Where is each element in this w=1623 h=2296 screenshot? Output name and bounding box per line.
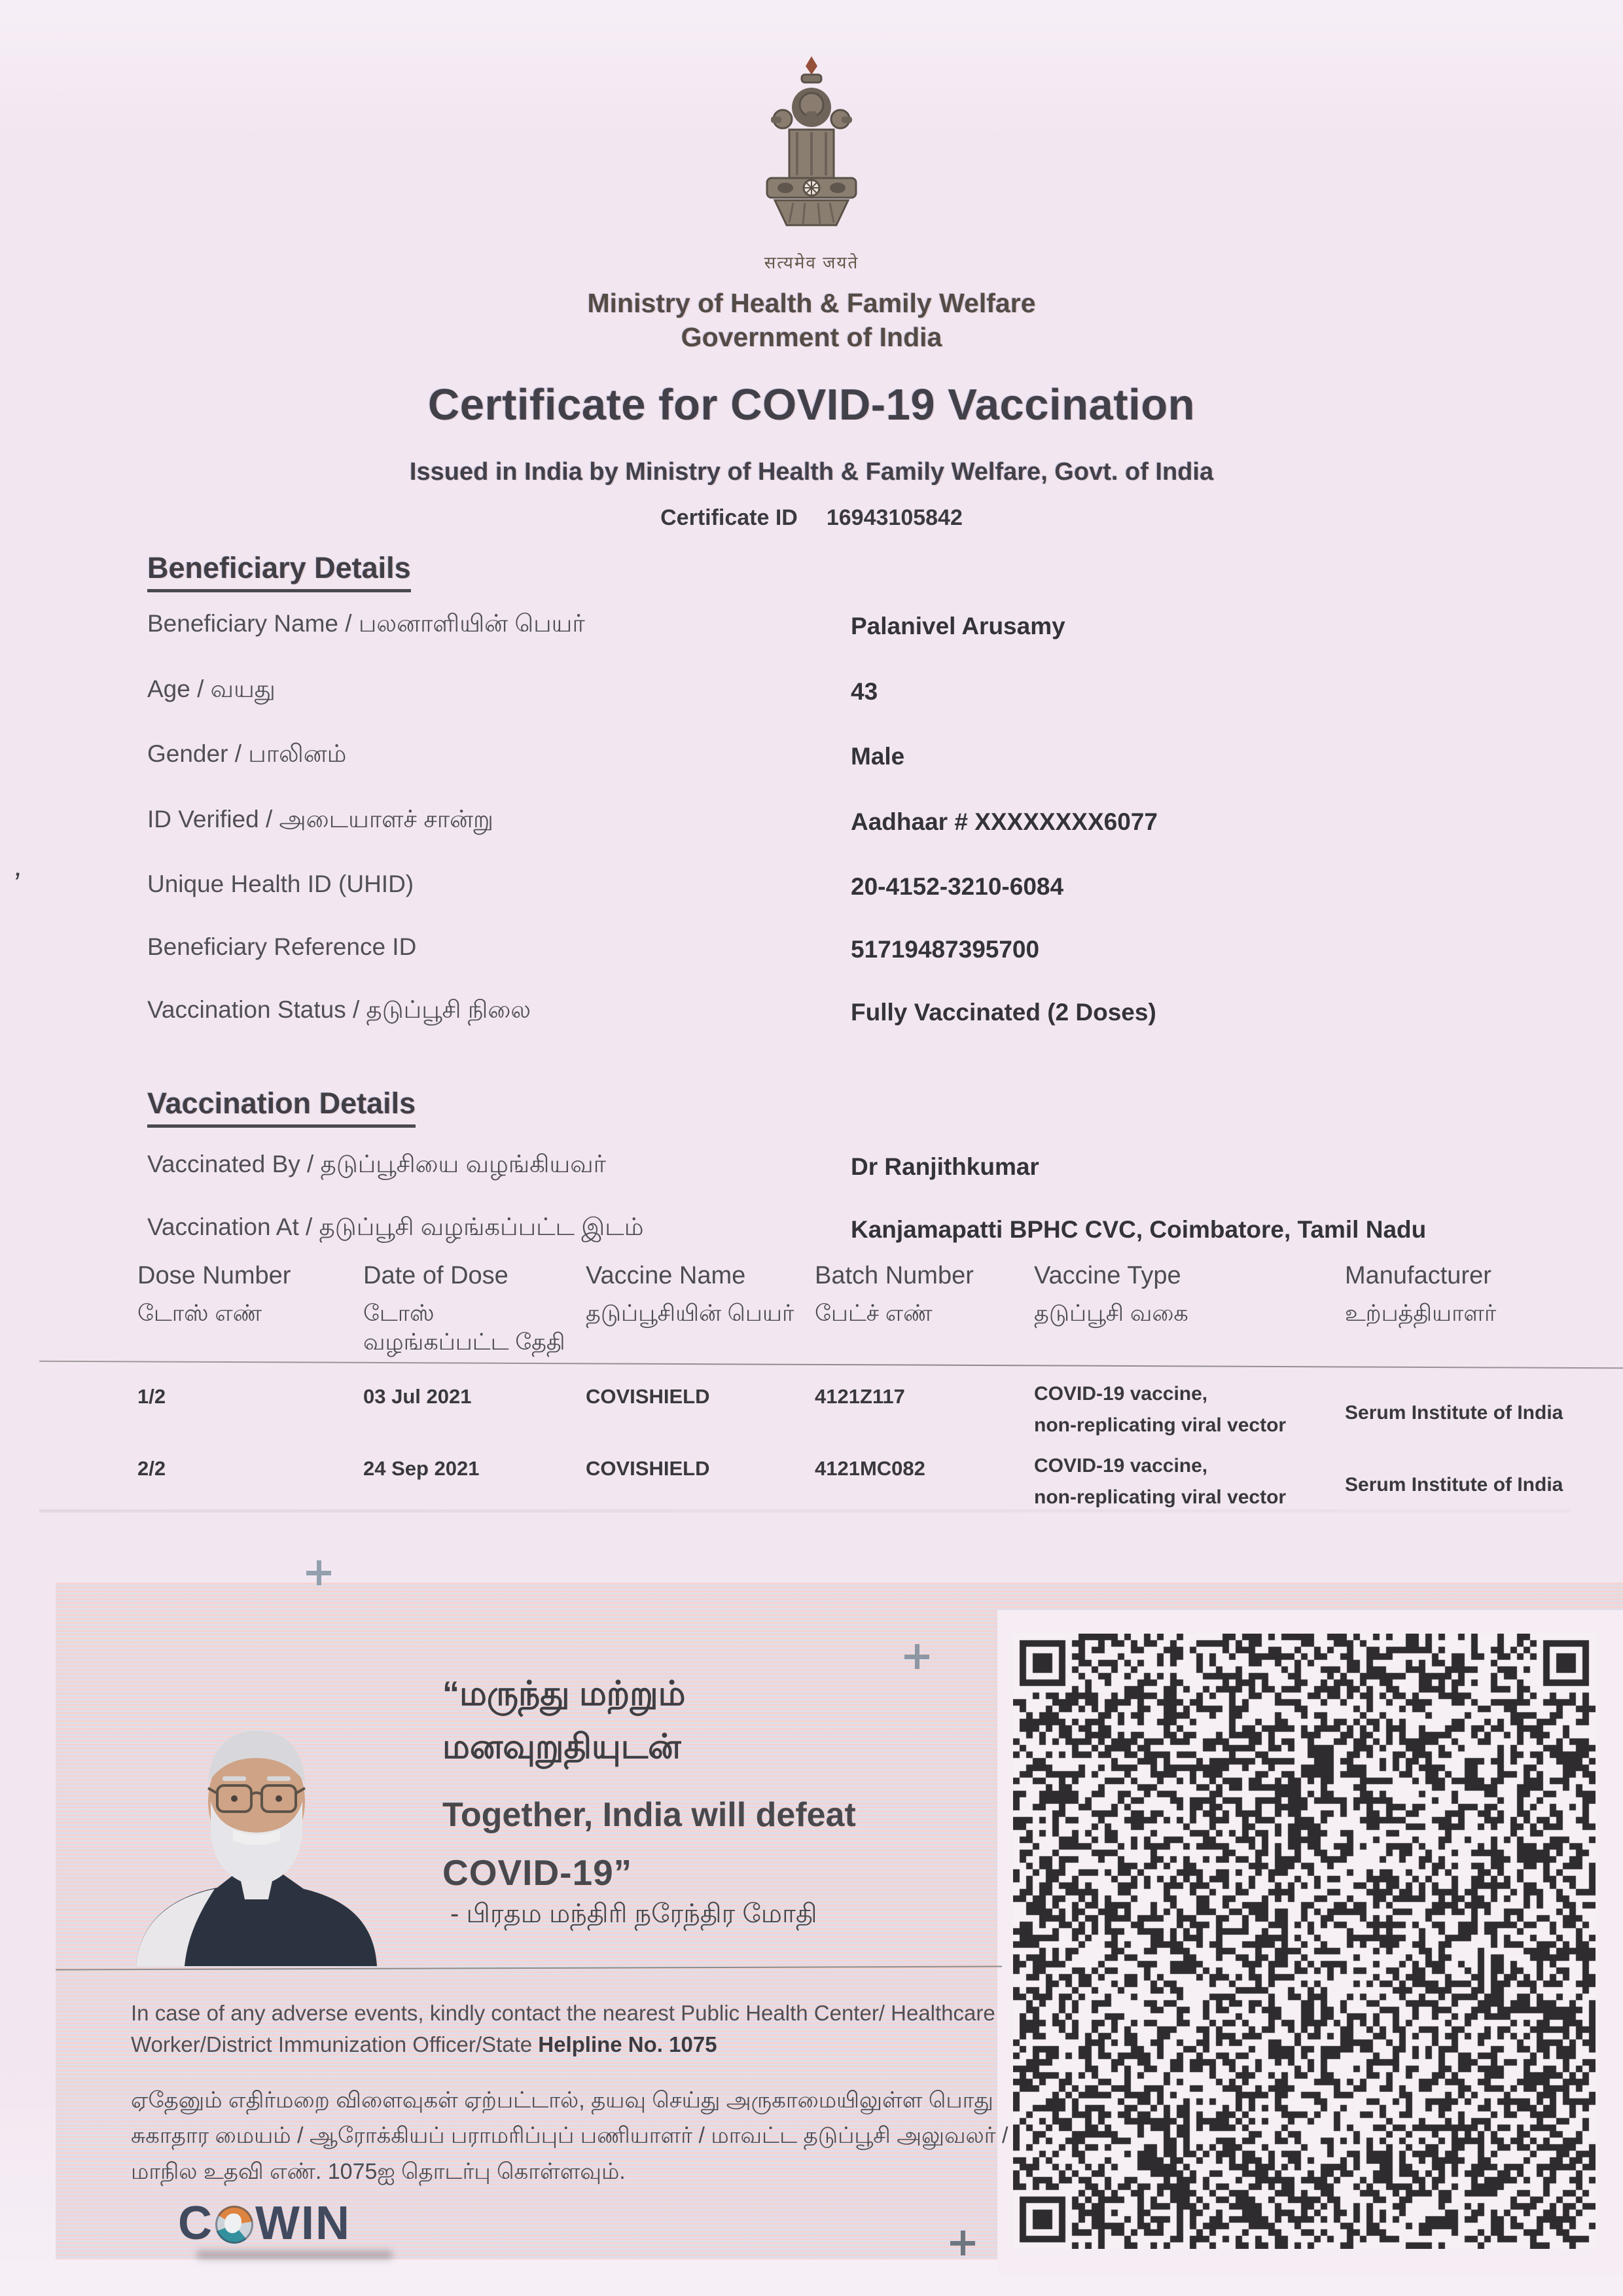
field-label: Unique Health ID (UHID) [147, 870, 414, 897]
helpline-text-english [131, 1998, 1008, 2060]
certificate-id-row [0, 505, 1623, 531]
vaccine-type [1034, 1450, 1345, 1513]
vaccine-name: COVISHIELD [586, 1457, 710, 1480]
dose-number: 1/2 [137, 1385, 166, 1408]
helpline-number: Helpline No. 1075 [538, 2032, 717, 2056]
column-header-tamil: பேட்ச் எண் [815, 1300, 933, 1326]
beneficiary-row [147, 870, 1584, 935]
qr-code [1013, 1634, 1596, 2249]
quote-tamil-line1: “மருந்து மற்றும் [442, 1675, 686, 1713]
vaccine-type-line1: COVID-19 vaccine, [1034, 1455, 1208, 1477]
india-national-emblem-icon [730, 54, 893, 250]
scan-streak [39, 1509, 1571, 1513]
field-label: ID Verified / அடையாளச் சான்று [147, 806, 493, 833]
vaccine-type-line2: non-replicating viral vector [1034, 1414, 1287, 1436]
field-value: 51719487395700 [851, 936, 1040, 963]
column-header-tamil: தடுப்பூசி வகை [1034, 1300, 1188, 1326]
certificate-subtitle: Issued in India by Ministry of Health & Family Welfare, Govt. of India [409, 458, 1214, 486]
column-header: Vaccine Name [586, 1262, 746, 1289]
column-header-tamil: உற்பத்தியாளர் [1345, 1300, 1497, 1326]
field-label: Vaccination At / தடுப்பூசி வழங்கப்பட்ட இடம் [147, 1213, 644, 1240]
field-label: Beneficiary Reference ID [147, 933, 417, 960]
field-value: 43 [851, 678, 878, 705]
cowin-letter-c: C [178, 2197, 213, 2250]
helpline-text: In case of any adverse events, kindly contact the nearest Public Health Center/ Healthcare Worker/District Immunization Officer/State [131, 2001, 995, 2056]
registration-mark [950, 2231, 975, 2255]
batch-number: 4121Z117 [815, 1385, 905, 1408]
field-value: Aadhaar # XXXXXXXX6077 [851, 808, 1158, 835]
field-label: Vaccination Status / தடுப்பூசி நிலை [147, 996, 531, 1023]
dose-number: 2/2 [137, 1457, 166, 1480]
ministry-line1: Ministry of Health & Family Welfare [587, 288, 1036, 318]
quote-english-line1: Together, India will defeat [442, 1796, 856, 1835]
column-header: Dose Number [137, 1262, 291, 1289]
registration-mark [306, 1560, 331, 1585]
beneficiary-row [147, 806, 1584, 870]
vaccination-details-heading: Vaccination Details [147, 1086, 416, 1128]
quote-english-line2: COVID-19” [442, 1852, 633, 1893]
emblem-flame [806, 56, 817, 75]
dose-date: 24 Sep 2021 [363, 1457, 480, 1480]
field-label: Beneficiary Name / பலனாளியின் பெயர் [147, 610, 585, 637]
field-label: Age / வயது [147, 675, 276, 702]
dose-table-header [137, 1262, 1607, 1357]
field-value: 20-4152-3210-6084 [851, 873, 1064, 900]
field-label: Vaccinated By / தடுப்பூசியை வழங்கியவர் [147, 1151, 606, 1177]
cowin-logo [178, 2197, 351, 2250]
dose-date: 03 Jul 2021 [363, 1385, 472, 1408]
table-divider [39, 1361, 1623, 1369]
table-row [137, 1378, 1607, 1441]
scan-artifact: ’ [10, 865, 22, 901]
beneficiary-row [147, 996, 1584, 1060]
column-header: Manufacturer [1345, 1262, 1491, 1289]
field-value: Dr Ranjithkumar [851, 1153, 1039, 1180]
column-header: Date of Dose [363, 1262, 508, 1289]
beneficiary-row [147, 610, 1584, 674]
certificate-title: Certificate for COVID-19 Vaccination [427, 380, 1196, 429]
beneficiary-row [147, 933, 1584, 997]
field-value: Kanjamapatti BPHC CVC, Coimbatore, Tamil Nadu [851, 1216, 1427, 1243]
cowin-letters-win: WIN [255, 2197, 351, 2250]
certificate-id-value: 16943105842 [826, 505, 963, 530]
column-header: Vaccine Type [1034, 1262, 1181, 1289]
column-header-tamil: தடுப்பூசியின் பெயர் [586, 1300, 794, 1326]
pm-portrait [118, 1703, 393, 1966]
column-header-tamil: டோஸ் எண் [137, 1300, 262, 1326]
beneficiary-row [147, 675, 1584, 740]
vaccine-type-line2: non-replicating viral vector [1034, 1486, 1287, 1508]
pm-quote [442, 1668, 1005, 1893]
field-value: Fully Vaccinated (2 Doses) [851, 999, 1156, 1026]
vaccination-row [147, 1151, 1584, 1215]
vaccine-type [1034, 1378, 1345, 1441]
beneficiary-row [147, 740, 1584, 804]
quote-tamil-line2: மனவுறுதியுடன் [442, 1727, 681, 1766]
vaccine-name: COVISHIELD [586, 1385, 710, 1408]
emblem-motto: सत्यमेव जयते [764, 253, 859, 272]
manufacturer: Serum Institute of India [1345, 1474, 1563, 1496]
ministry-line2: Government of India [681, 322, 942, 352]
column-header: Batch Number [815, 1262, 974, 1289]
certificate-id-label: Certificate ID [660, 505, 798, 530]
beneficiary-details-heading: Beneficiary Details [147, 551, 411, 592]
field-value: Male [851, 743, 905, 770]
globe-icon [215, 2206, 253, 2244]
vaccine-type-line1: COVID-19 vaccine, [1034, 1383, 1208, 1405]
manufacturer: Serum Institute of India [1345, 1402, 1563, 1424]
field-value: Palanivel Arusamy [851, 613, 1065, 639]
batch-number: 4121MC082 [815, 1457, 925, 1480]
table-row [137, 1450, 1607, 1513]
quote-attribution: - பிரதம மந்திரி நரேந்திர மோதி [450, 1899, 817, 1928]
field-label: Gender / பாலினம் [147, 740, 347, 767]
column-header-tamil: டோஸ் வழங்கப்பட்ட தேதி [363, 1300, 565, 1355]
helpline-text-tamil: ஏதேனும் எதிர்மறை விளைவுகள் ஏற்பட்டால், தயவு செய்து அருகாமையிலுள்ள பொது சுகாதார மையம் / ஆரோக்கியப் பராமரிப்புப் பணியாளர் / மாவட்ட தடுப்பூசி அலுவலர் / மாநில உதவி எண். 1075ஐ தொடர்பு கொள்ளவும். [131, 2088, 1008, 2184]
beneficiary-details [147, 610, 1584, 1068]
registration-mark [904, 1644, 929, 1669]
print-smudge [196, 2250, 393, 2259]
